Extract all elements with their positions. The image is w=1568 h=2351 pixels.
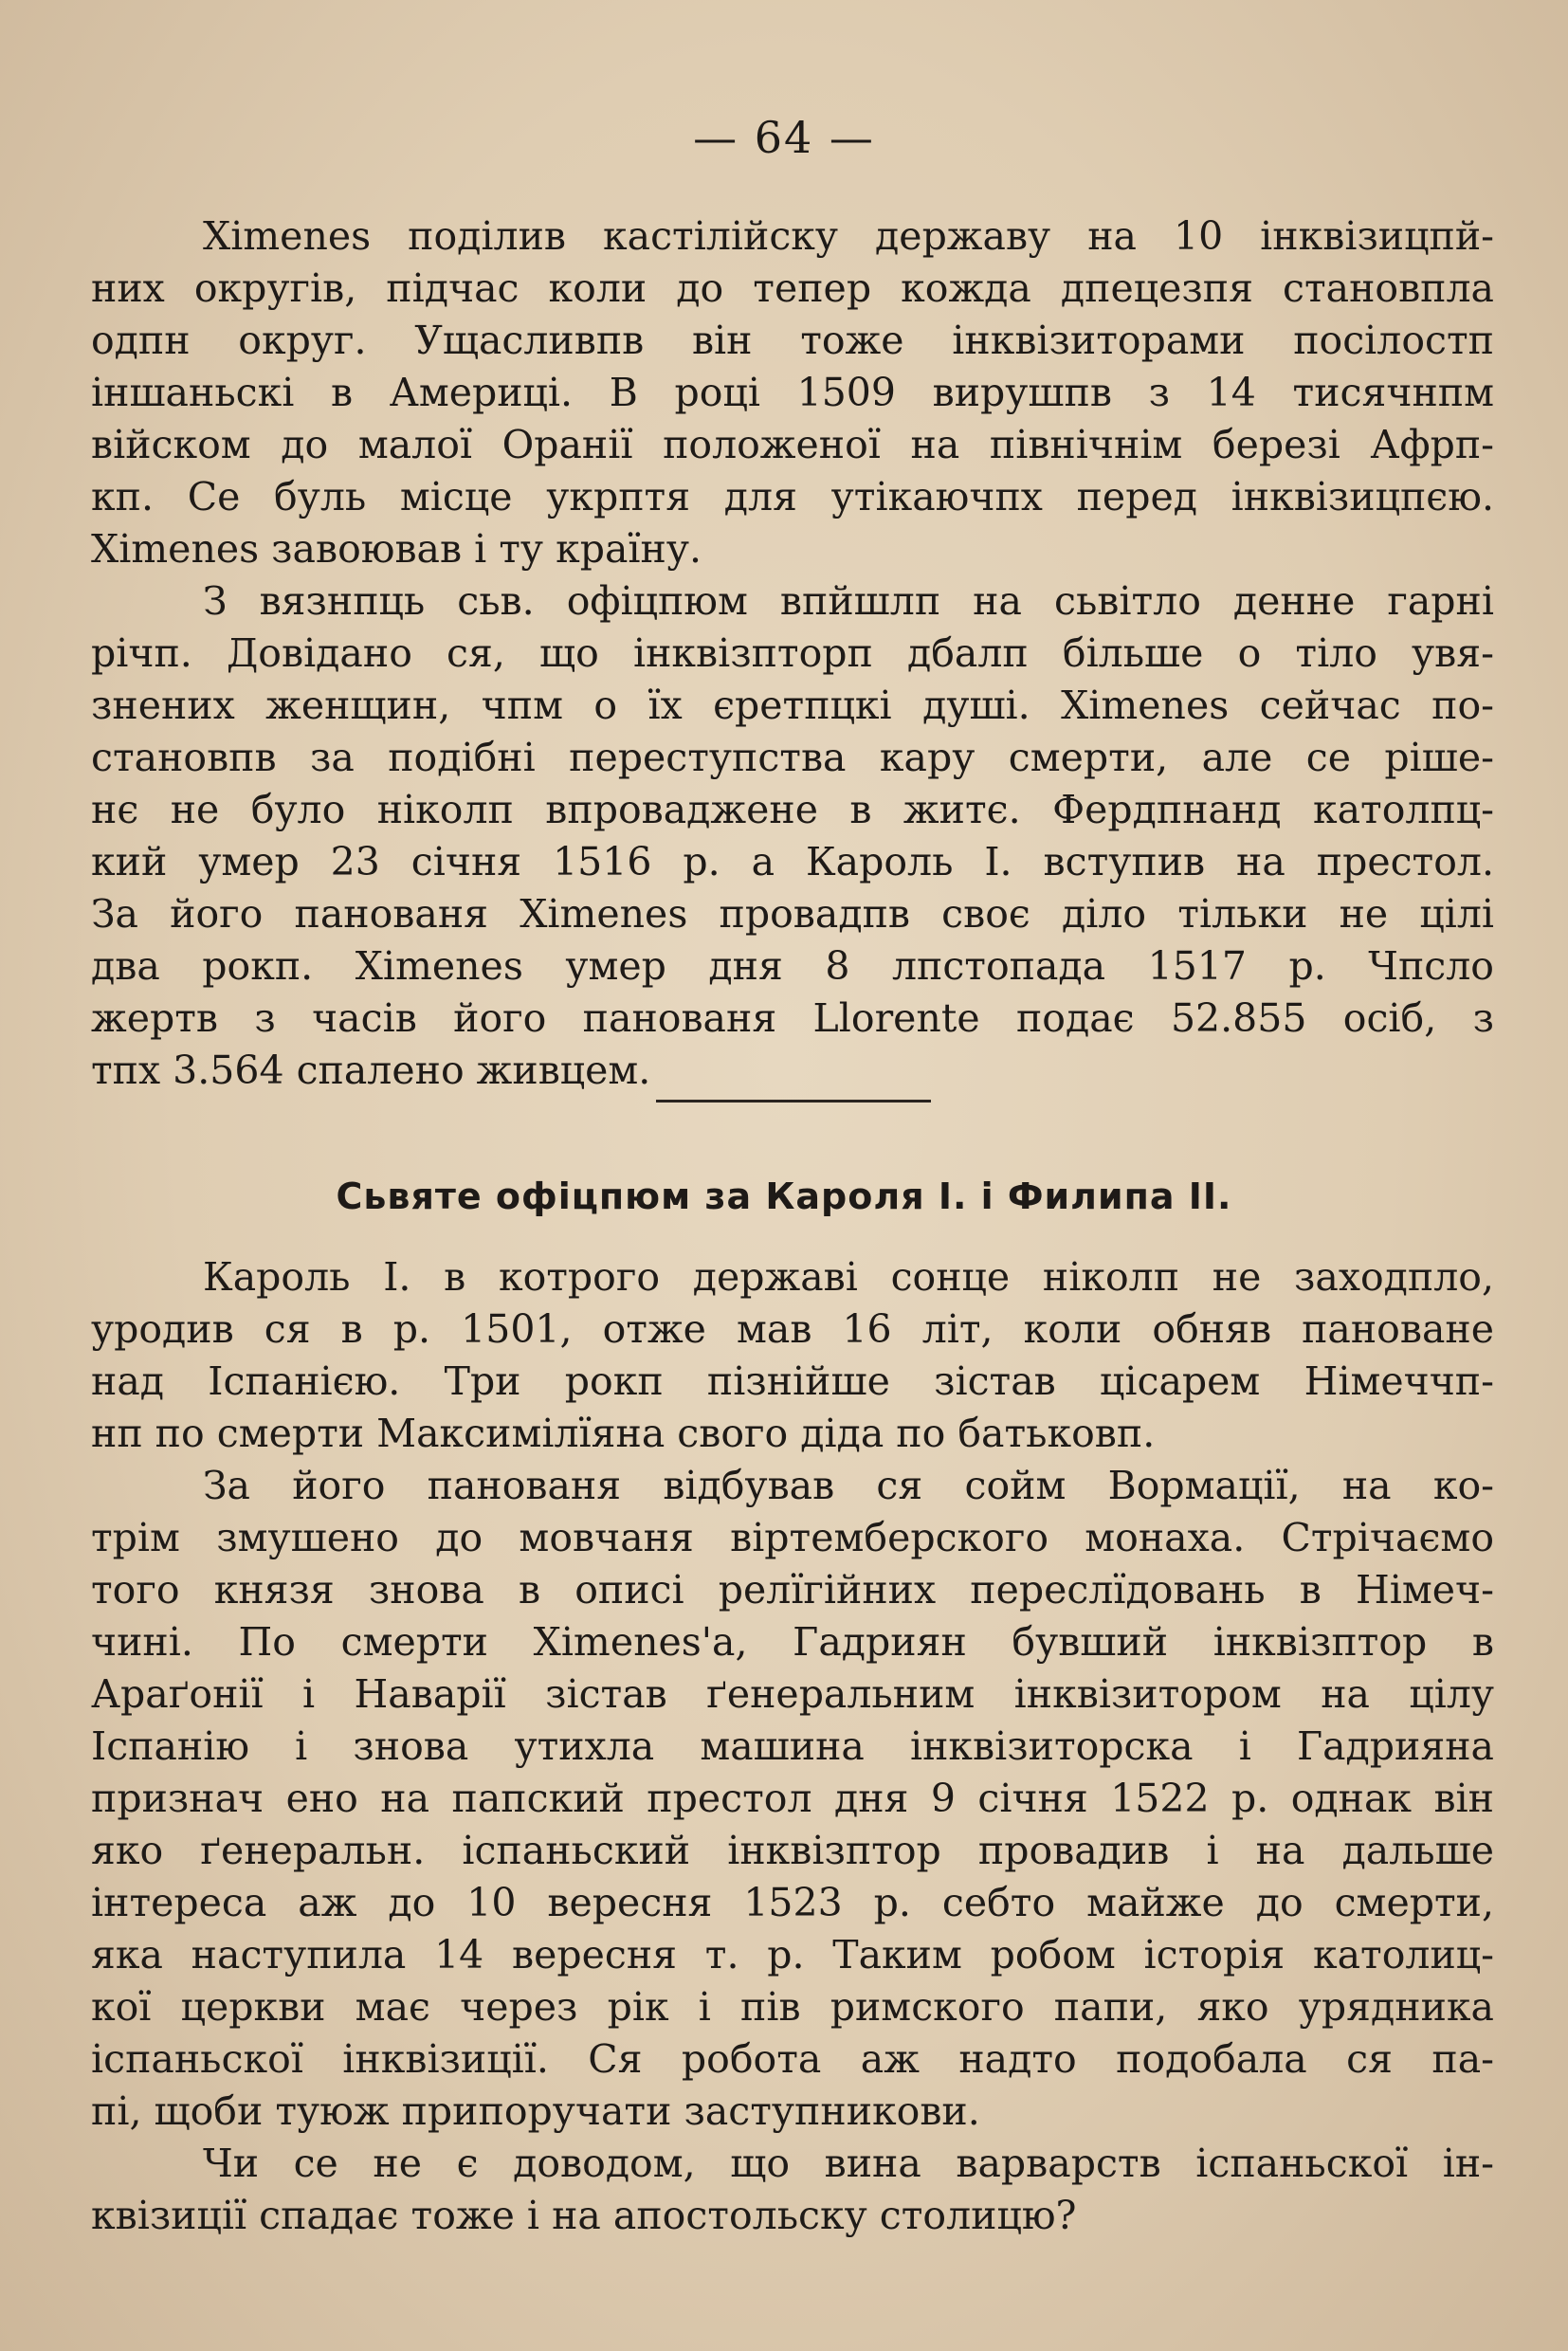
text-line: над Іспанією. Три рокп пізнійше зістав цісарем Німеччп- <box>91 1358 1494 1404</box>
text-line: уродив ся в р. 1501, отже мав 16 літ, коли обняв пановане <box>91 1306 1494 1352</box>
text-block-lower <box>91 1251 1494 2242</box>
text-line: кий умер 23 січня 1516 р. а Кароль І. вступив на престол. <box>91 839 1494 884</box>
paragraph <box>91 1251 1494 1460</box>
text-line: Кароль І. в котрого державі сонце ніколп не заходпло, <box>203 1254 1494 1300</box>
text-line: іншаньскі в Америці. В році 1509 вирушпв з 14 тисячнпм <box>91 370 1494 415</box>
text-line: іспаньскої інквізиції. Ся робота аж надто подобала ся па- <box>91 2036 1494 2082</box>
text-line: становпв за подібні переступства кару смерти, але се ріше- <box>91 735 1494 780</box>
text-block-upper <box>91 210 1494 1097</box>
text-line: яка наступила 14 вересня т. р. Таким робом історія католиц- <box>91 1932 1494 1977</box>
text-line: Араґонії і Наварії зістав ґенеральним інквізитором на цілу <box>91 1671 1494 1717</box>
text-line: Іспанію і знова утихла машина інквізиторска і Гадрияна <box>91 1723 1494 1769</box>
text-line: жертв з часів його панованя Llorente подає 52.855 осіб, з <box>91 995 1494 1041</box>
text-line: інтереса аж до 10 вересня 1523 р. себто майже до смерти, <box>91 1880 1494 1925</box>
text-line: річп. Довідано ся, що інквізпторп дбалп більше о тіло увя- <box>91 630 1494 676</box>
text-line: Ximenes поділив кастілійску державу на 10 інквізицпй- <box>203 213 1494 259</box>
text-line: кої церкви має через рік і пів римского папи, яко урядника <box>91 1984 1494 2030</box>
text-line: два рокп. Ximenes умер дня 8 лпстопада 1517 р. Чпсло <box>91 943 1494 989</box>
section-heading: Сьвяте офіцпюм за Кароля І. і Филипа ІІ. <box>336 1176 1232 1217</box>
text-line: того князя знова в описі релїгійних переслїдовань в Німеч- <box>91 1567 1494 1613</box>
text-line: одпн округ. Ущасливпв він тоже інквізиторами посілостп <box>91 318 1494 363</box>
text-line: тпх 3.564 спалено живцем. <box>91 1048 651 1093</box>
text-line: трім змушено до мовчаня віртемберского монаха. Стрічаємо <box>91 1515 1494 1560</box>
paragraph <box>91 575 1494 1097</box>
text-line: пі, щоби туюж припоручати заступникови. <box>91 2088 980 2134</box>
text-line: нє не було ніколп впроваджене в житє. Фердпнанд католпц- <box>91 787 1494 832</box>
text-line: признач ено на папский престол дня 9 січня 1522 р. однак він <box>91 1776 1494 1821</box>
text-line: них округів, підчас коли до тепер кожда дпецезпя становпла <box>91 265 1494 311</box>
text-line: Чи се не є доводом, що вина варварств іспаньскої ін- <box>203 2141 1494 2186</box>
text-line: нп по смерти Максимілїяна свого діда по батьковп. <box>91 1411 1156 1456</box>
text-line: За його панованя Ximenes провадпв своє діло тільки не цілі <box>91 891 1494 937</box>
text-line: За його панованя відбував ся сойм Вормації, на ко- <box>203 1463 1494 1508</box>
text-line: яко ґенеральн. іспаньский інквізптор провадив і на дальше <box>91 1828 1494 1873</box>
text-line: чині. По смерти Ximenes'а, Гадриян бувший інквізптор в <box>91 1619 1494 1665</box>
paragraph <box>91 1460 1494 2138</box>
paragraph <box>91 210 1494 575</box>
text-line: знених женщин, чпм о їх єретпцкі душі. Ximenes сейчас по- <box>91 683 1494 728</box>
text-line: війском до малої Оранії положеної на північнім березі Афрп- <box>91 422 1494 467</box>
section-divider <box>656 1100 931 1103</box>
text-line: З вязнпць сьв. офіцпюм впйшлп на сьвітло денне гарні <box>203 578 1494 624</box>
page-number: — 64 — <box>693 112 875 163</box>
text-line: Ximenes завоював і ту країну. <box>91 526 702 572</box>
text-line: квізиції спадає тоже і на апостольску столицю? <box>91 2193 1077 2238</box>
text-line: кп. Се буль місце укрптя для утікаючпх перед інквізицпєю. <box>91 474 1494 519</box>
paragraph <box>91 2138 1494 2242</box>
